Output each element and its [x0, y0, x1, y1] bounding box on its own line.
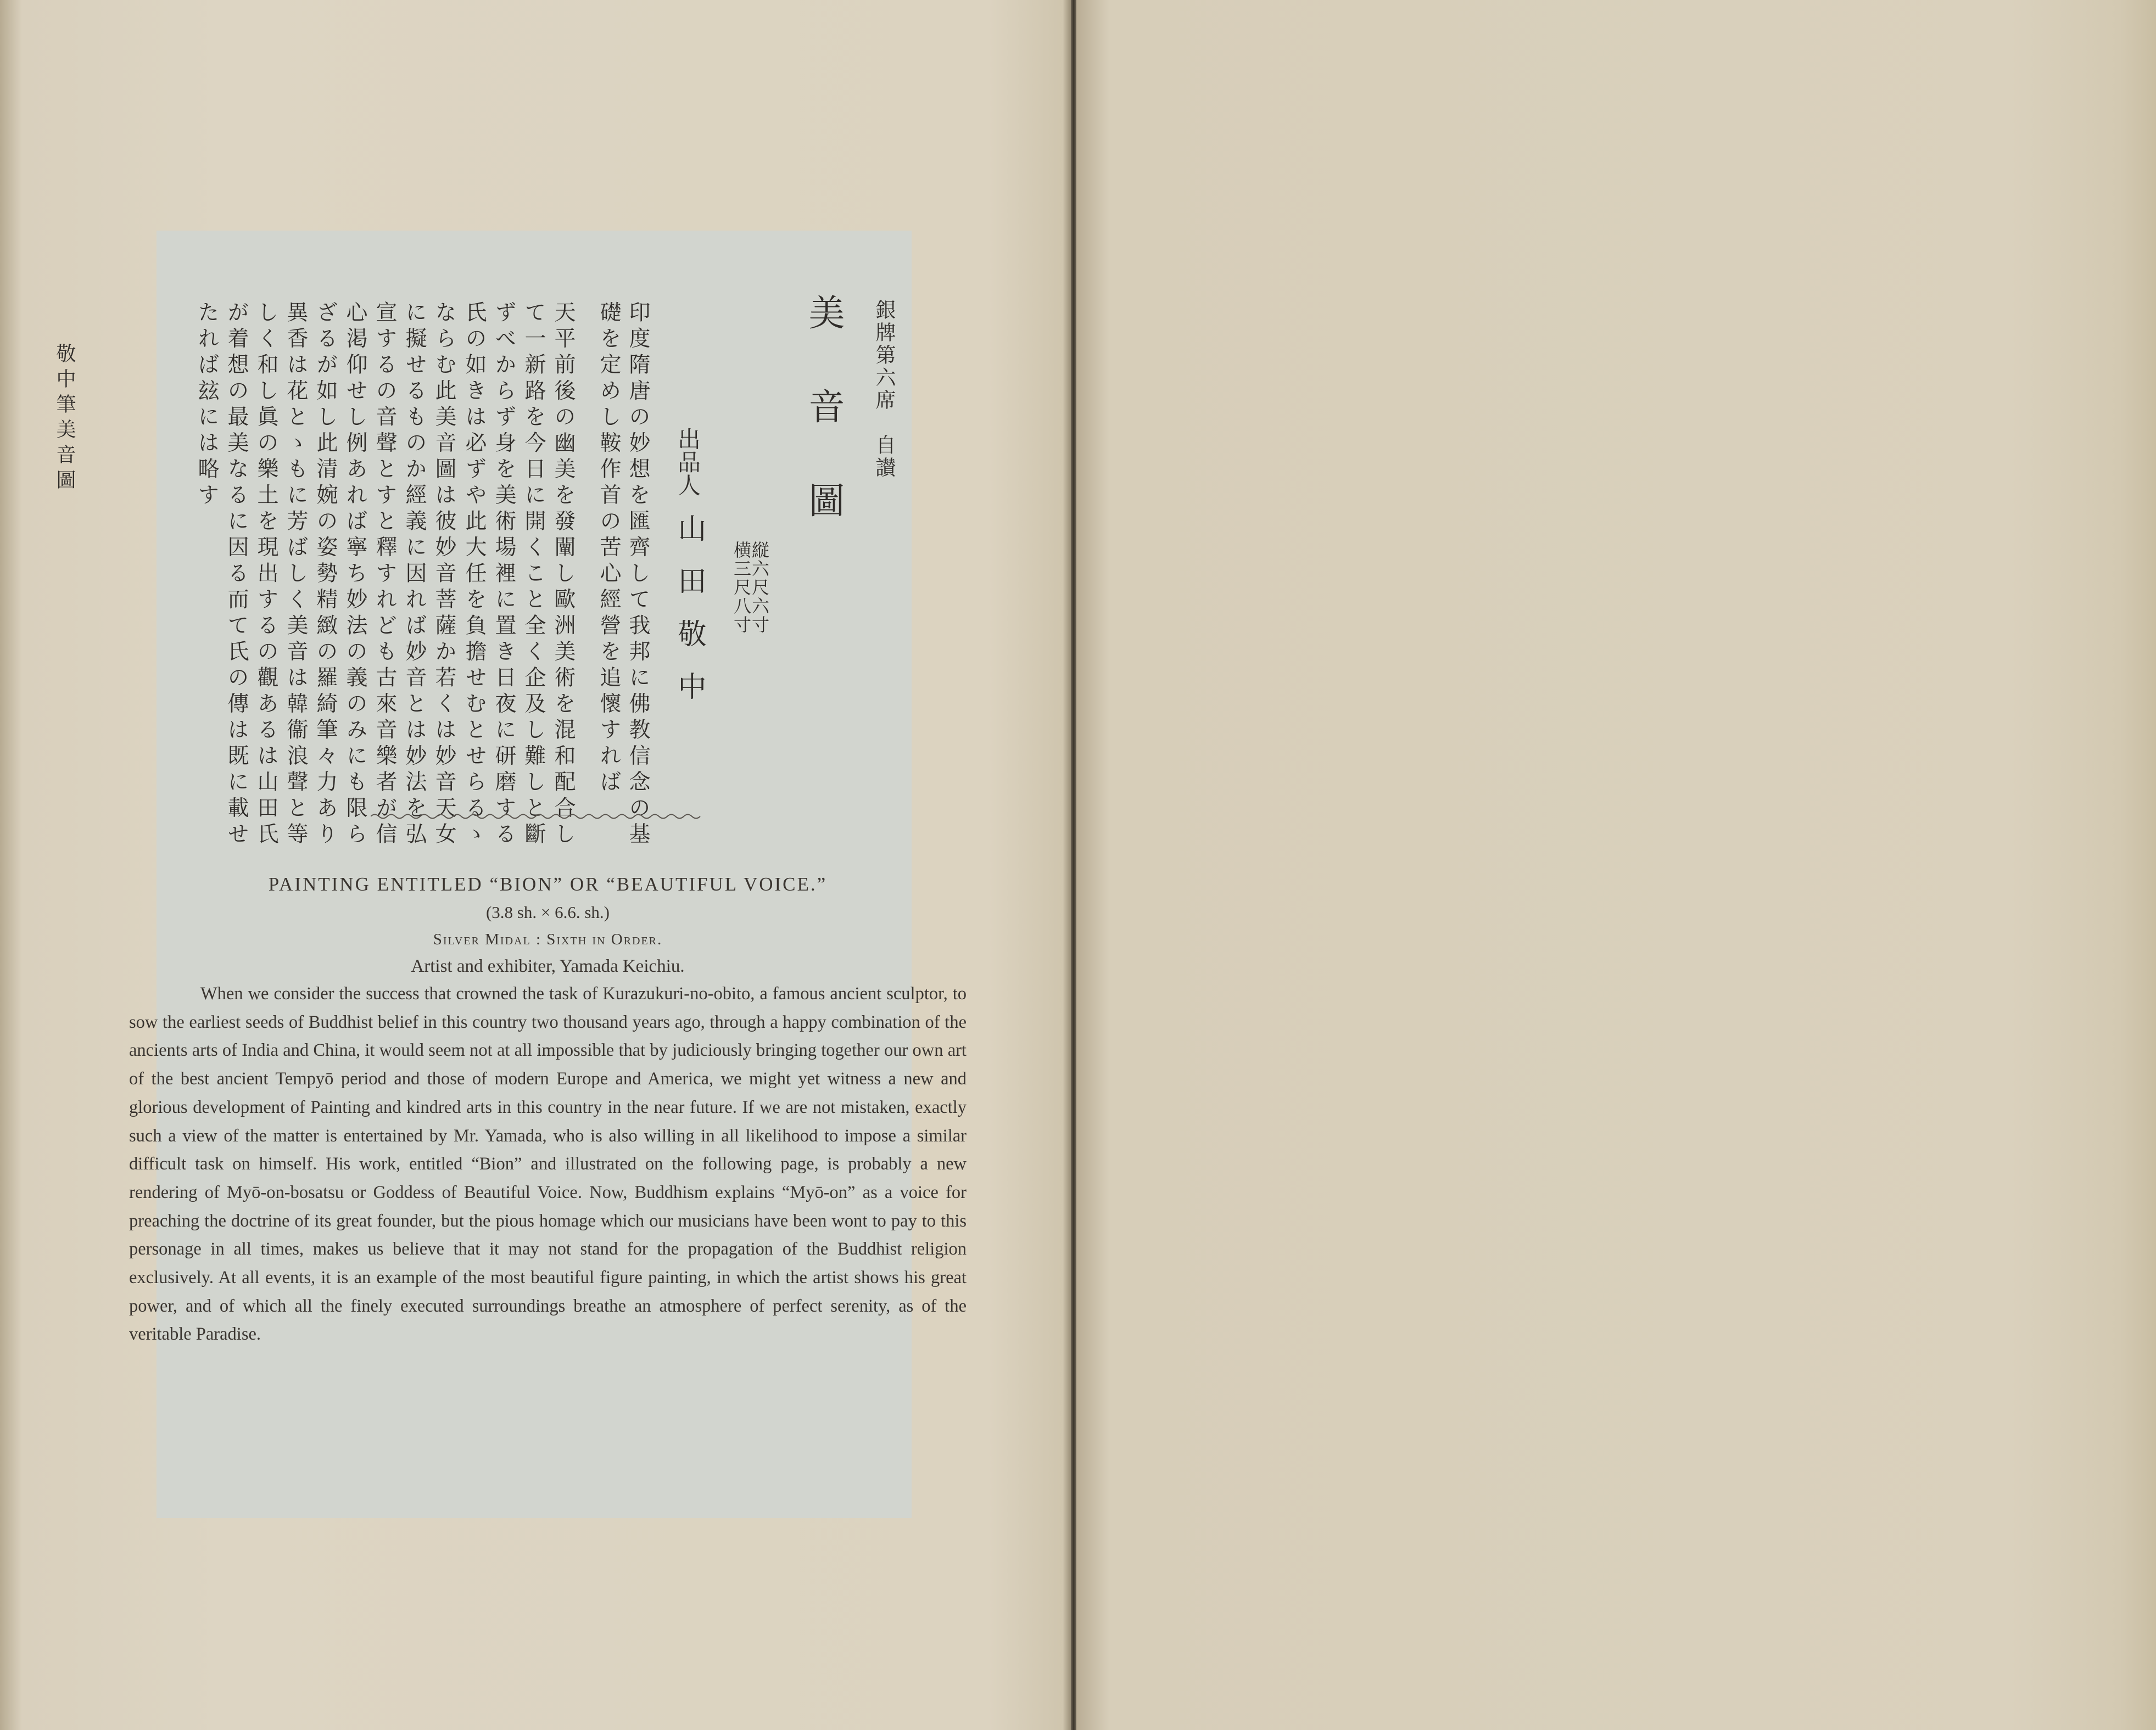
wavy-divider [371, 813, 706, 820]
body-jp-col: ならむ此美音圖は彼妙音菩薩か若くは妙音天女 [432, 301, 456, 849]
book-gutter [1071, 0, 1076, 1730]
body-jp-col: が着想の最美なるに因る而て氏の傳は既に載せ [224, 301, 249, 849]
dimension-height-jp: 縦六尺六寸 [749, 541, 770, 634]
english-body: When we consider the success that crowned the task of Kurazukuri-no-obito, a famous ancient sculptor, to sow the earliest seeds of Buddhist belief in this country two thousand years ago, through a happy combination of the ancients arts of India and China, it would seem not at all impossible that by judiciously bringing together our own art of the best ancient Tempyō period and those of modern Europe and America, we might yet witness a new and glorious development of Painting and kindred arts in this country in the near future. If we are not mistaken, exactly such a view of the matter is entertained by Mr. Yamada, who is also willing in all likelihood to impose a similar difficult task on himself. His work, entitled “Bion” and illustrated on the following page, is probably a new rendering of Myō-on-bosatsu or Goddess of Beautiful Voice. Now, Buddhism explains “Myō-on” as a voice for preaching the doctrine of its great founder, but the pious homage which our musicians have been wont to pay to this personage in all times, makes us believe that it may not stand for the propagation of the Buddhist religion exclusively. At all events, it is an example of the most beautiful figure painting, in which the artist shows his great power, and of which all the finely executed surroundings breathe an atmosphere of perfect serenity, as of the veritable Paradise. [129, 984, 967, 1345]
dimension-width-jp: 横三尺八寸 [731, 541, 752, 634]
body-jp-col: に擬せるものか經義に因れば妙音とは妙法を弘 [402, 301, 427, 849]
body-jp-col: 礎を定めし鞍作首の苦心經營を追懷すれば [596, 301, 621, 797]
margin-caption: 敬中筆美音圖 [53, 343, 76, 495]
body-jp-col: ざるが如し此清婉の姿勢精緻の羅綺筆々力あり [313, 301, 338, 849]
body-jp-col: 心渇仰せし例あれば寧ち妙法の義のみにも限ら [343, 301, 367, 849]
body-jp-col: ずべからず身を美術場裡に置き日夜に研磨する [491, 301, 516, 849]
body-jp-col: 異香は花とゝもに芳ばしく美音は韓衞浪聲と等 [283, 301, 308, 849]
body-jp-col: しく和し眞の樂土を現出するの觀あるは山田氏 [254, 301, 278, 849]
title-jp: 美音圖 [802, 294, 845, 575]
body-jp-col: たれば玆には略す [194, 301, 219, 510]
exhibitor-label-jp: 出品人 [674, 427, 701, 496]
english-artist: Artist and exhibiter, Yamada Keichiu. [411, 956, 685, 976]
english-title: PAINTING ENTITLED “BION” OR “BEAUTIFUL VOICE.” [268, 874, 828, 895]
english-section [129, 870, 967, 1349]
body-jp-col: 宣するの音聲とすと釋すれども古來音樂者が信 [372, 301, 397, 849]
body-jp-col: て一新路を今日に開くこと全く企及し難しと斷 [521, 301, 546, 849]
right-page-blank [1076, 0, 2156, 1730]
left-page [0, 0, 1071, 1730]
artist-name-jp: 山田敬中 [673, 513, 706, 724]
body-jp-col: 氏の如きは必ずや此大任を負擔せむとせらるゝ [462, 301, 487, 849]
medal-label-jp: 銀牌第六席 自讃 [872, 299, 896, 479]
english-size: (3.8 sh. × 6.6. sh.) [485, 903, 610, 922]
english-medal: Silver Midal : Sixth in Order. [433, 931, 663, 948]
body-jp-col: 印度隋唐の妙想を匯齊して我邦に佛教信念の基 [625, 301, 650, 849]
body-jp-col: 天平前後の幽美を發闡し歐洲美術を混和配合し [551, 301, 576, 849]
